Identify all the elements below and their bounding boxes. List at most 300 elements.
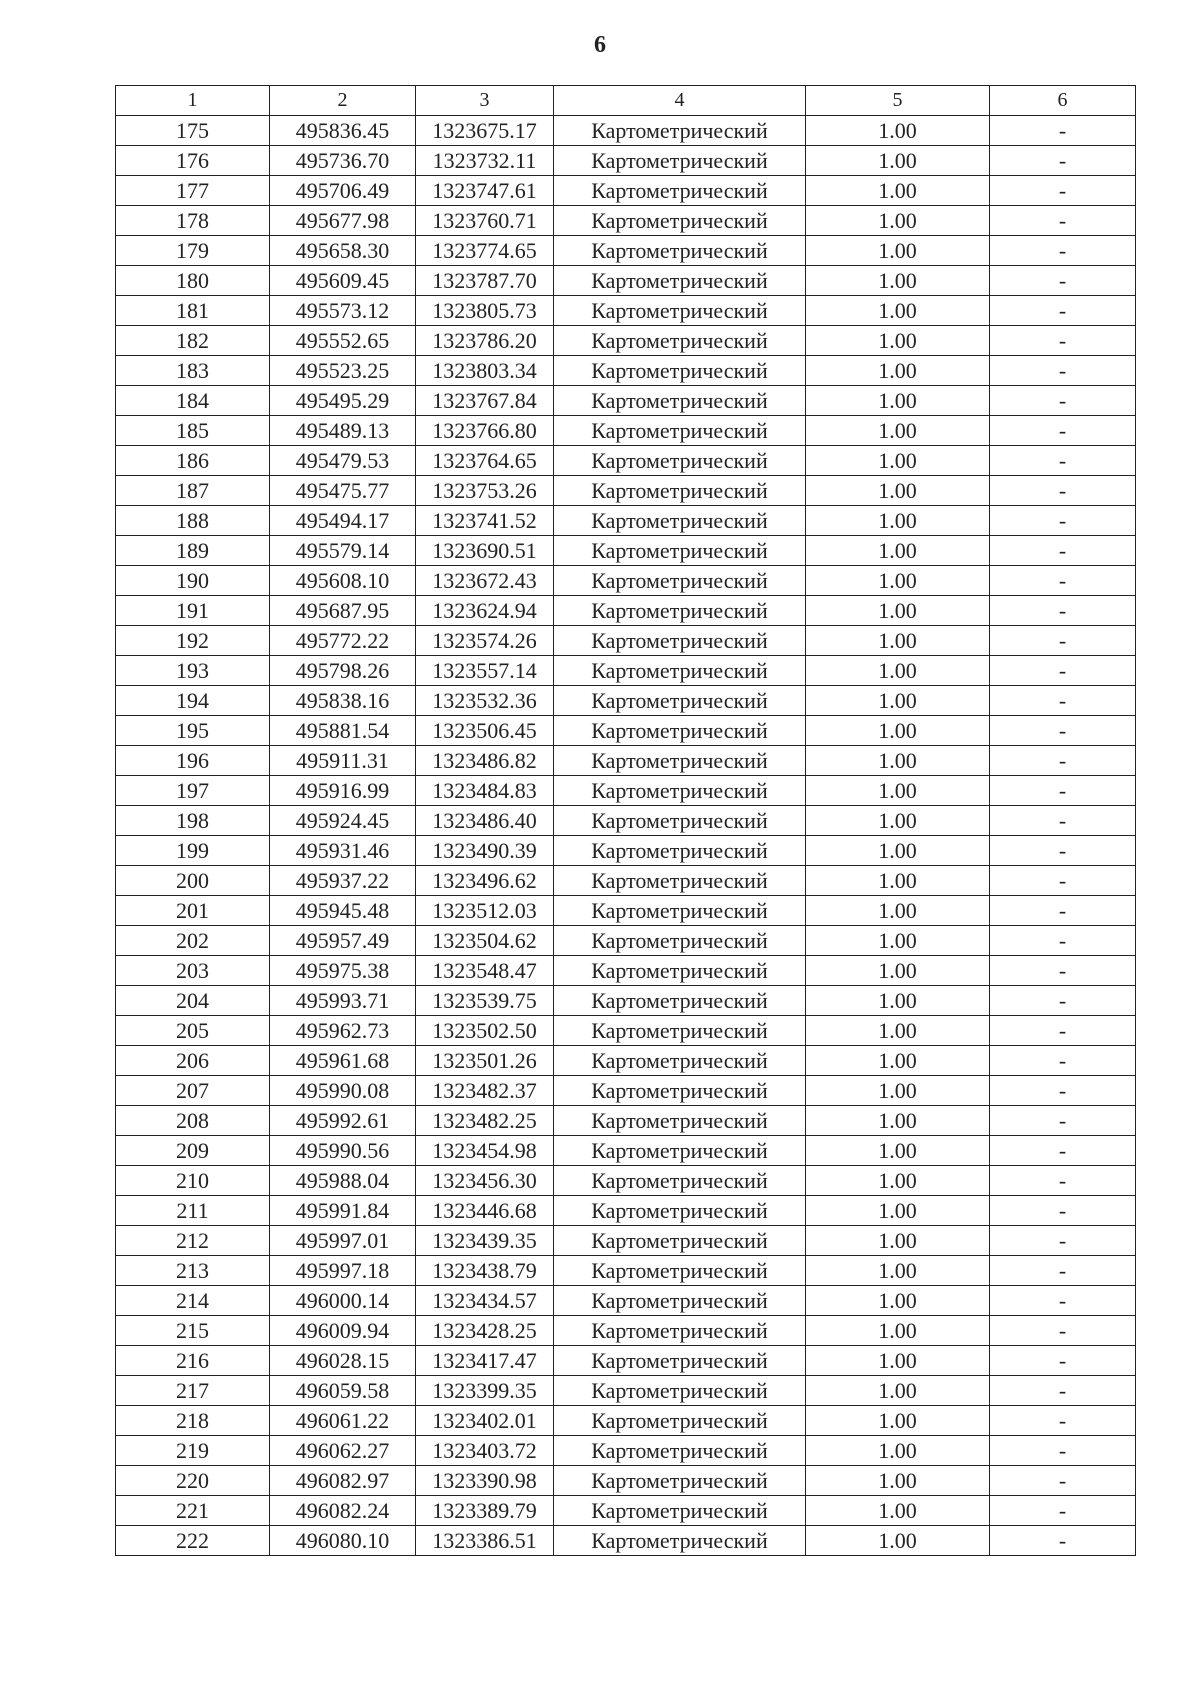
x-coordinate-cell: 496059.58	[270, 1376, 416, 1406]
point-number-cell: 204	[116, 986, 270, 1016]
point-number-cell: 208	[116, 1106, 270, 1136]
table-row	[116, 806, 1136, 836]
method-cell: Картометрический	[554, 1196, 806, 1226]
table-body	[116, 116, 1136, 1556]
table-row	[116, 1046, 1136, 1076]
description-cell: -	[990, 296, 1136, 326]
point-number-cell: 212	[116, 1226, 270, 1256]
description-cell: -	[990, 836, 1136, 866]
table-row	[116, 206, 1136, 236]
description-cell: -	[990, 1316, 1136, 1346]
y-coordinate-cell: 1323386.51	[416, 1526, 554, 1556]
description-cell: -	[990, 536, 1136, 566]
table-row	[116, 1286, 1136, 1316]
description-cell: -	[990, 776, 1136, 806]
accuracy-cell: 1.00	[806, 1376, 990, 1406]
point-number-cell: 187	[116, 476, 270, 506]
x-coordinate-cell: 495658.30	[270, 236, 416, 266]
table-row	[116, 116, 1136, 146]
description-cell: -	[990, 236, 1136, 266]
description-cell: -	[990, 206, 1136, 236]
y-coordinate-cell: 1323548.47	[416, 956, 554, 986]
accuracy-cell: 1.00	[806, 956, 990, 986]
method-cell: Картометрический	[554, 956, 806, 986]
table-row	[116, 146, 1136, 176]
y-coordinate-cell: 1323399.35	[416, 1376, 554, 1406]
table-row	[116, 746, 1136, 776]
table-row	[116, 1316, 1136, 1346]
point-number-cell: 193	[116, 656, 270, 686]
accuracy-cell: 1.00	[806, 896, 990, 926]
table-row	[116, 236, 1136, 266]
description-cell: -	[990, 1166, 1136, 1196]
y-coordinate-cell: 1323482.25	[416, 1106, 554, 1136]
point-number-cell: 195	[116, 716, 270, 746]
description-cell: -	[990, 326, 1136, 356]
accuracy-cell: 1.00	[806, 716, 990, 746]
y-coordinate-cell: 1323428.25	[416, 1316, 554, 1346]
y-coordinate-cell: 1323786.20	[416, 326, 554, 356]
y-coordinate-cell: 1323805.73	[416, 296, 554, 326]
method-cell: Картометрический	[554, 656, 806, 686]
method-cell: Картометрический	[554, 176, 806, 206]
x-coordinate-cell: 496000.14	[270, 1286, 416, 1316]
point-number-cell: 192	[116, 626, 270, 656]
x-coordinate-cell: 495975.38	[270, 956, 416, 986]
point-number-cell: 220	[116, 1466, 270, 1496]
accuracy-cell: 1.00	[806, 1076, 990, 1106]
x-coordinate-cell: 495937.22	[270, 866, 416, 896]
accuracy-cell: 1.00	[806, 506, 990, 536]
table-row	[116, 926, 1136, 956]
description-cell: -	[990, 446, 1136, 476]
method-cell: Картометрический	[554, 236, 806, 266]
method-cell: Картометрический	[554, 116, 806, 146]
table-row	[116, 1136, 1136, 1166]
x-coordinate-cell: 495931.46	[270, 836, 416, 866]
point-number-cell: 186	[116, 446, 270, 476]
table-row	[116, 1436, 1136, 1466]
x-coordinate-cell: 495924.45	[270, 806, 416, 836]
method-cell: Картометрический	[554, 1106, 806, 1136]
accuracy-cell: 1.00	[806, 776, 990, 806]
accuracy-cell: 1.00	[806, 1526, 990, 1556]
method-cell: Картометрический	[554, 1466, 806, 1496]
y-coordinate-cell: 1323438.79	[416, 1256, 554, 1286]
accuracy-cell: 1.00	[806, 1406, 990, 1436]
point-number-cell: 211	[116, 1196, 270, 1226]
table-row	[116, 1376, 1136, 1406]
table-row	[116, 1076, 1136, 1106]
accuracy-cell: 1.00	[806, 356, 990, 386]
description-cell: -	[990, 1256, 1136, 1286]
table-row	[116, 506, 1136, 536]
method-cell: Картометрический	[554, 596, 806, 626]
point-number-cell: 200	[116, 866, 270, 896]
x-coordinate-cell: 495677.98	[270, 206, 416, 236]
x-coordinate-cell: 495990.08	[270, 1076, 416, 1106]
x-coordinate-cell: 495475.77	[270, 476, 416, 506]
point-number-cell: 216	[116, 1346, 270, 1376]
accuracy-cell: 1.00	[806, 236, 990, 266]
description-cell: -	[990, 176, 1136, 206]
x-coordinate-cell: 496061.22	[270, 1406, 416, 1436]
accuracy-cell: 1.00	[806, 536, 990, 566]
method-cell: Картометрический	[554, 1286, 806, 1316]
x-coordinate-cell: 496028.15	[270, 1346, 416, 1376]
method-cell: Картометрический	[554, 1376, 806, 1406]
point-number-cell: 194	[116, 686, 270, 716]
y-coordinate-cell: 1323787.70	[416, 266, 554, 296]
point-number-cell: 210	[116, 1166, 270, 1196]
table-row	[116, 1496, 1136, 1526]
y-coordinate-cell: 1323539.75	[416, 986, 554, 1016]
table-row	[116, 1106, 1136, 1136]
description-cell: -	[990, 1106, 1136, 1136]
x-coordinate-cell: 495706.49	[270, 176, 416, 206]
y-coordinate-cell: 1323490.39	[416, 836, 554, 866]
x-coordinate-cell: 495992.61	[270, 1106, 416, 1136]
point-number-cell: 206	[116, 1046, 270, 1076]
table-row	[116, 356, 1136, 386]
table-row	[116, 1256, 1136, 1286]
point-number-cell: 196	[116, 746, 270, 776]
x-coordinate-cell: 495997.18	[270, 1256, 416, 1286]
accuracy-cell: 1.00	[806, 1466, 990, 1496]
description-cell: -	[990, 656, 1136, 686]
y-coordinate-cell: 1323690.51	[416, 536, 554, 566]
accuracy-cell: 1.00	[806, 626, 990, 656]
point-number-cell: 202	[116, 926, 270, 956]
accuracy-cell: 1.00	[806, 1346, 990, 1376]
description-cell: -	[990, 686, 1136, 716]
accuracy-cell: 1.00	[806, 806, 990, 836]
x-coordinate-cell: 495911.31	[270, 746, 416, 776]
description-cell: -	[990, 1376, 1136, 1406]
point-number-cell: 219	[116, 1436, 270, 1466]
method-cell: Картометрический	[554, 1076, 806, 1106]
x-coordinate-cell: 495573.12	[270, 296, 416, 326]
y-coordinate-cell: 1323624.94	[416, 596, 554, 626]
x-coordinate-cell: 496082.97	[270, 1466, 416, 1496]
point-number-cell: 222	[116, 1526, 270, 1556]
accuracy-cell: 1.00	[806, 566, 990, 596]
method-cell: Картометрический	[554, 1136, 806, 1166]
accuracy-cell: 1.00	[806, 296, 990, 326]
x-coordinate-cell: 495579.14	[270, 536, 416, 566]
y-coordinate-cell: 1323741.52	[416, 506, 554, 536]
description-cell: -	[990, 416, 1136, 446]
y-coordinate-cell: 1323764.65	[416, 446, 554, 476]
table-row	[116, 266, 1136, 296]
accuracy-cell: 1.00	[806, 1136, 990, 1166]
y-coordinate-cell: 1323402.01	[416, 1406, 554, 1436]
x-coordinate-cell: 495772.22	[270, 626, 416, 656]
method-cell: Картометрический	[554, 686, 806, 716]
description-cell: -	[990, 1196, 1136, 1226]
method-cell: Картометрический	[554, 1346, 806, 1376]
method-cell: Картометрический	[554, 1526, 806, 1556]
x-coordinate-cell: 495957.49	[270, 926, 416, 956]
method-cell: Картометрический	[554, 1406, 806, 1436]
x-coordinate-cell: 495495.29	[270, 386, 416, 416]
y-coordinate-cell: 1323760.71	[416, 206, 554, 236]
table-row	[116, 1346, 1136, 1376]
table-row	[116, 386, 1136, 416]
y-coordinate-cell: 1323484.83	[416, 776, 554, 806]
description-cell: -	[990, 1016, 1136, 1046]
y-coordinate-cell: 1323486.82	[416, 746, 554, 776]
y-coordinate-cell: 1323747.61	[416, 176, 554, 206]
point-number-cell: 178	[116, 206, 270, 236]
table-row	[116, 686, 1136, 716]
description-cell: -	[990, 1046, 1136, 1076]
table-row	[116, 836, 1136, 866]
table-row	[116, 986, 1136, 1016]
column-header: 1	[116, 86, 270, 116]
y-coordinate-cell: 1323532.36	[416, 686, 554, 716]
accuracy-cell: 1.00	[806, 116, 990, 146]
table-row	[116, 536, 1136, 566]
method-cell: Картометрический	[554, 716, 806, 746]
description-cell: -	[990, 1526, 1136, 1556]
method-cell: Картометрический	[554, 296, 806, 326]
description-cell: -	[990, 1136, 1136, 1166]
point-number-cell: 179	[116, 236, 270, 266]
description-cell: -	[990, 596, 1136, 626]
x-coordinate-cell: 495836.45	[270, 116, 416, 146]
accuracy-cell: 1.00	[806, 176, 990, 206]
column-header: 3	[416, 86, 554, 116]
accuracy-cell: 1.00	[806, 1226, 990, 1256]
method-cell: Картометрический	[554, 1046, 806, 1076]
method-cell: Картометрический	[554, 746, 806, 776]
accuracy-cell: 1.00	[806, 476, 990, 506]
point-number-cell: 214	[116, 1286, 270, 1316]
description-cell: -	[990, 386, 1136, 416]
table-row	[116, 446, 1136, 476]
x-coordinate-cell: 495945.48	[270, 896, 416, 926]
accuracy-cell: 1.00	[806, 1166, 990, 1196]
description-cell: -	[990, 1496, 1136, 1526]
method-cell: Картометрический	[554, 896, 806, 926]
y-coordinate-cell: 1323434.57	[416, 1286, 554, 1316]
method-cell: Картометрический	[554, 986, 806, 1016]
method-cell: Картометрический	[554, 326, 806, 356]
accuracy-cell: 1.00	[806, 206, 990, 236]
accuracy-cell: 1.00	[806, 1046, 990, 1076]
x-coordinate-cell: 495736.70	[270, 146, 416, 176]
point-number-cell: 205	[116, 1016, 270, 1046]
point-number-cell: 198	[116, 806, 270, 836]
point-number-cell: 177	[116, 176, 270, 206]
x-coordinate-cell: 495479.53	[270, 446, 416, 476]
method-cell: Картометрический	[554, 626, 806, 656]
table-row	[116, 956, 1136, 986]
description-cell: -	[990, 1436, 1136, 1466]
accuracy-cell: 1.00	[806, 326, 990, 356]
accuracy-cell: 1.00	[806, 266, 990, 296]
column-header: 5	[806, 86, 990, 116]
accuracy-cell: 1.00	[806, 986, 990, 1016]
point-number-cell: 197	[116, 776, 270, 806]
method-cell: Картометрический	[554, 1316, 806, 1346]
point-number-cell: 213	[116, 1256, 270, 1286]
description-cell: -	[990, 506, 1136, 536]
table-row	[116, 1166, 1136, 1196]
method-cell: Картометрический	[554, 416, 806, 446]
description-cell: -	[990, 266, 1136, 296]
x-coordinate-cell: 496080.10	[270, 1526, 416, 1556]
accuracy-cell: 1.00	[806, 446, 990, 476]
table-row	[116, 176, 1136, 206]
y-coordinate-cell: 1323496.62	[416, 866, 554, 896]
method-cell: Картометрический	[554, 1436, 806, 1466]
y-coordinate-cell: 1323502.50	[416, 1016, 554, 1046]
y-coordinate-cell: 1323732.11	[416, 146, 554, 176]
accuracy-cell: 1.00	[806, 656, 990, 686]
method-cell: Картометрический	[554, 146, 806, 176]
method-cell: Картометрический	[554, 1496, 806, 1526]
table-row	[116, 476, 1136, 506]
point-number-cell: 190	[116, 566, 270, 596]
description-cell: -	[990, 356, 1136, 386]
y-coordinate-cell: 1323774.65	[416, 236, 554, 266]
accuracy-cell: 1.00	[806, 1256, 990, 1286]
description-cell: -	[990, 866, 1136, 896]
method-cell: Картометрический	[554, 566, 806, 596]
y-coordinate-cell: 1323766.80	[416, 416, 554, 446]
x-coordinate-cell: 495523.25	[270, 356, 416, 386]
y-coordinate-cell: 1323504.62	[416, 926, 554, 956]
y-coordinate-cell: 1323486.40	[416, 806, 554, 836]
point-number-cell: 182	[116, 326, 270, 356]
accuracy-cell: 1.00	[806, 1016, 990, 1046]
point-number-cell: 180	[116, 266, 270, 296]
y-coordinate-cell: 1323574.26	[416, 626, 554, 656]
y-coordinate-cell: 1323501.26	[416, 1046, 554, 1076]
point-number-cell: 183	[116, 356, 270, 386]
method-cell: Картометрический	[554, 1256, 806, 1286]
y-coordinate-cell: 1323675.17	[416, 116, 554, 146]
description-cell: -	[990, 716, 1136, 746]
point-number-cell: 191	[116, 596, 270, 626]
description-cell: -	[990, 986, 1136, 1016]
y-coordinate-cell: 1323439.35	[416, 1226, 554, 1256]
accuracy-cell: 1.00	[806, 1196, 990, 1226]
description-cell: -	[990, 566, 1136, 596]
point-number-cell: 218	[116, 1406, 270, 1436]
description-cell: -	[990, 896, 1136, 926]
point-number-cell: 201	[116, 896, 270, 926]
point-number-cell: 209	[116, 1136, 270, 1166]
description-cell: -	[990, 1286, 1136, 1316]
y-coordinate-cell: 1323482.37	[416, 1076, 554, 1106]
column-header: 6	[990, 86, 1136, 116]
table-row	[116, 326, 1136, 356]
point-number-cell: 188	[116, 506, 270, 536]
table-row	[116, 596, 1136, 626]
x-coordinate-cell: 495961.68	[270, 1046, 416, 1076]
method-cell: Картометрический	[554, 446, 806, 476]
point-number-cell: 175	[116, 116, 270, 146]
accuracy-cell: 1.00	[806, 686, 990, 716]
y-coordinate-cell: 1323557.14	[416, 656, 554, 686]
method-cell: Картометрический	[554, 806, 806, 836]
accuracy-cell: 1.00	[806, 386, 990, 416]
point-number-cell: 199	[116, 836, 270, 866]
point-number-cell: 203	[116, 956, 270, 986]
column-header: 2	[270, 86, 416, 116]
y-coordinate-cell: 1323753.26	[416, 476, 554, 506]
y-coordinate-cell: 1323512.03	[416, 896, 554, 926]
coordinates-table	[115, 85, 1136, 1556]
point-number-cell: 176	[116, 146, 270, 176]
point-number-cell: 217	[116, 1376, 270, 1406]
table-row	[116, 656, 1136, 686]
x-coordinate-cell: 495997.01	[270, 1226, 416, 1256]
point-number-cell: 181	[116, 296, 270, 326]
description-cell: -	[990, 1466, 1136, 1496]
point-number-cell: 207	[116, 1076, 270, 1106]
table-row	[116, 1406, 1136, 1436]
x-coordinate-cell: 496082.24	[270, 1496, 416, 1526]
accuracy-cell: 1.00	[806, 1316, 990, 1346]
y-coordinate-cell: 1323454.98	[416, 1136, 554, 1166]
description-cell: -	[990, 746, 1136, 776]
description-cell: -	[990, 806, 1136, 836]
table-row	[116, 416, 1136, 446]
x-coordinate-cell: 495494.17	[270, 506, 416, 536]
table-header-row	[116, 86, 1136, 116]
method-cell: Картометрический	[554, 476, 806, 506]
y-coordinate-cell: 1323672.43	[416, 566, 554, 596]
x-coordinate-cell: 496062.27	[270, 1436, 416, 1466]
description-cell: -	[990, 626, 1136, 656]
table-row	[116, 1466, 1136, 1496]
point-number-cell: 189	[116, 536, 270, 566]
y-coordinate-cell: 1323403.72	[416, 1436, 554, 1466]
accuracy-cell: 1.00	[806, 1286, 990, 1316]
x-coordinate-cell: 495881.54	[270, 716, 416, 746]
method-cell: Картометрический	[554, 266, 806, 296]
x-coordinate-cell: 495609.45	[270, 266, 416, 296]
method-cell: Картометрический	[554, 776, 806, 806]
x-coordinate-cell: 495838.16	[270, 686, 416, 716]
method-cell: Картометрический	[554, 206, 806, 236]
description-cell: -	[990, 476, 1136, 506]
y-coordinate-cell: 1323417.47	[416, 1346, 554, 1376]
method-cell: Картометрический	[554, 926, 806, 956]
point-number-cell: 221	[116, 1496, 270, 1526]
point-number-cell: 215	[116, 1316, 270, 1346]
x-coordinate-cell: 495990.56	[270, 1136, 416, 1166]
y-coordinate-cell: 1323767.84	[416, 386, 554, 416]
x-coordinate-cell: 496009.94	[270, 1316, 416, 1346]
description-cell: -	[990, 1226, 1136, 1256]
description-cell: -	[990, 1406, 1136, 1436]
description-cell: -	[990, 956, 1136, 986]
table-row	[116, 566, 1136, 596]
description-cell: -	[990, 926, 1136, 956]
method-cell: Картометрический	[554, 1016, 806, 1046]
table-row	[116, 1526, 1136, 1556]
table-row	[116, 896, 1136, 926]
accuracy-cell: 1.00	[806, 146, 990, 176]
description-cell: -	[990, 146, 1136, 176]
x-coordinate-cell: 495991.84	[270, 1196, 416, 1226]
x-coordinate-cell: 495993.71	[270, 986, 416, 1016]
